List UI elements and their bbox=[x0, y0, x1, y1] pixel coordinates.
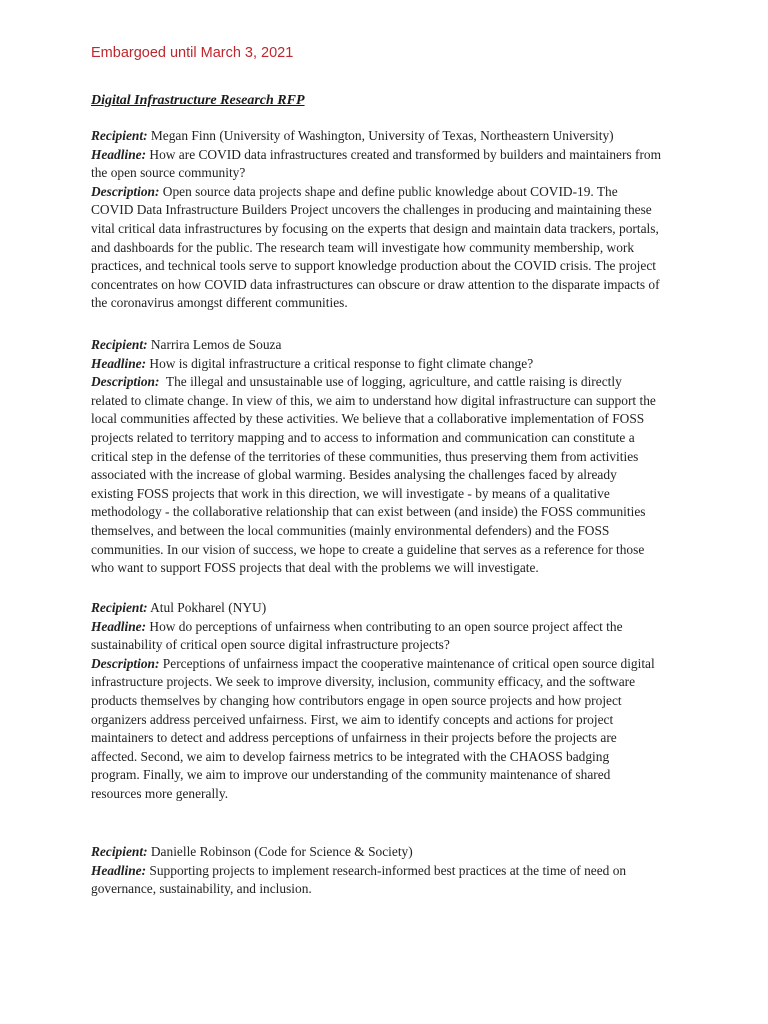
document-title: Digital Infrastructure Research RFP bbox=[91, 93, 305, 108]
description-line: products themselves by changing how contributors engage in open source projects and how project bbox=[91, 692, 622, 708]
description-label: Description: bbox=[91, 374, 160, 390]
description-text: Perceptions of unfairness impact the cooperative maintenance of critical open source digital bbox=[162, 655, 655, 671]
grant-entry bbox=[91, 843, 691, 899]
recipient-name: Narrira Lemos de Souza bbox=[150, 337, 282, 352]
description-line: who want to support FOSS projects that deal with the problems we will investigate. bbox=[91, 560, 539, 576]
recipient-line bbox=[91, 843, 691, 862]
description-line: the coronavirus amongst different communities. bbox=[91, 295, 348, 311]
description-line: maintainers to detect and address perceptions of unfairness in their projects before the projects are bbox=[91, 730, 617, 746]
description-label: Description: bbox=[91, 183, 160, 199]
description-block bbox=[91, 373, 691, 578]
description-line: resources more generally. bbox=[91, 785, 229, 801]
headline-text: How do perceptions of unfairness when contributing to an open source project affect the bbox=[149, 618, 623, 634]
description-line: themselves, and between the local communities (mainly environmental defenders) and the FOSS bbox=[91, 522, 610, 538]
headline-label: Headline: bbox=[91, 862, 147, 878]
recipient-line bbox=[91, 127, 691, 146]
description-line: vital critical data infrastructures by focusing on the experts that design and maintain data trackers, portals, bbox=[91, 220, 659, 236]
headline-text: Supporting projects to implement research-informed best practices at the time of need on bbox=[149, 862, 627, 878]
headline-block bbox=[91, 146, 691, 183]
description-line bbox=[91, 373, 691, 392]
recipient-name: Atul Pokharel (NYU) bbox=[150, 600, 267, 615]
description-line: practices, and technical tools serve to support knowledge production about the COVID crisis. The project bbox=[91, 258, 656, 274]
headline-block bbox=[91, 618, 691, 655]
headline-block bbox=[91, 862, 691, 899]
headline-line bbox=[91, 355, 691, 374]
description-line: affected. Second, we aim to develop fairness metrics to be integrated with the CHAOSS badging bbox=[91, 748, 610, 764]
grant-entry bbox=[91, 127, 691, 313]
description-line: related to climate change. In view of this, we aim to understand how digital infrastructure can support the bbox=[91, 392, 656, 408]
description-line: COVID Data Infrastructure Builders Project uncovers the challenges in producing and maintaining these bbox=[91, 202, 652, 218]
headline-line: sustainability of critical open source digital infrastructure projects? bbox=[91, 637, 450, 653]
description-line: organizers address perceived unfairness. First, we aim to identify concepts and actions for project bbox=[91, 711, 614, 727]
recipient-label: Recipient: bbox=[91, 128, 148, 143]
description-block bbox=[91, 183, 691, 313]
recipient-line bbox=[91, 599, 691, 618]
headline-label: Headline: bbox=[91, 618, 147, 634]
headline-text: How is digital infrastructure a critical response to fight climate change? bbox=[149, 355, 534, 371]
description-line: program. Finally, we aim to improve our understanding of the community maintenance of shared bbox=[91, 767, 611, 783]
headline-label: Headline: bbox=[91, 355, 147, 371]
headline-text: How are COVID data infrastructures created and transformed by builders and maintainers from bbox=[149, 146, 662, 162]
description-label: Description: bbox=[91, 655, 160, 671]
description-line: local communities affected by these activities. We believe that a collaborative implementation of FOSS bbox=[91, 411, 645, 427]
recipient-label: Recipient: bbox=[91, 337, 148, 352]
description-block bbox=[91, 655, 691, 804]
description-line: critical step in the defense of the territories of these communities, thus preserving them from activities bbox=[91, 448, 639, 464]
description-line: associated with the increase of global warming. Besides analysing the challenges faced by already bbox=[91, 467, 617, 483]
recipient-name: Danielle Robinson (Code for Science & Society) bbox=[150, 844, 413, 859]
headline-line bbox=[91, 862, 691, 881]
headline-line bbox=[91, 618, 691, 637]
description-line: infrastructure projects. We seek to improve diversity, inclusion, community efficacy, and the software bbox=[91, 674, 636, 690]
headline-label: Headline: bbox=[91, 146, 147, 162]
recipient-label: Recipient: bbox=[91, 844, 148, 859]
description-line: communities. In our vision of success, we hope to create a guideline that serves as a reference for those bbox=[91, 541, 645, 557]
grant-entry bbox=[91, 336, 691, 578]
headline-block bbox=[91, 355, 691, 374]
grant-entry bbox=[91, 599, 691, 804]
recipient-line bbox=[91, 336, 691, 355]
headline-line bbox=[91, 146, 691, 165]
embargo-notice: Embargoed until March 3, 2021 bbox=[91, 45, 294, 61]
recipient-label: Recipient: bbox=[91, 600, 148, 615]
description-line: methodology - the collaborative relationship that can exist between (and inside) the FOSS communities bbox=[91, 504, 646, 520]
description-text: The illegal and unsustainable use of logging, agriculture, and cattle raising is directly bbox=[162, 374, 622, 390]
description-line: and dashboards for the public. The research team will investigate how community membership, work bbox=[91, 239, 635, 255]
description-line: projects related to territory mapping and to access to information and communication can constitute a bbox=[91, 429, 635, 445]
headline-line: governance, sustainability, and inclusion. bbox=[91, 881, 312, 897]
headline-line: the open source community? bbox=[91, 165, 246, 181]
description-line: existing FOSS projects that work in this direction, we will investigate - by means of a qualitative bbox=[91, 485, 610, 501]
description-line bbox=[91, 183, 691, 202]
recipient-name: Megan Finn (University of Washington, University of Texas, Northeastern University) bbox=[150, 128, 614, 143]
description-line bbox=[91, 655, 691, 674]
description-line: concentrates on how COVID data infrastructures can obscure or draw attention to the disparate impacts of bbox=[91, 276, 660, 292]
description-text: Open source data projects shape and define public knowledge about COVID-19. The bbox=[162, 183, 618, 199]
